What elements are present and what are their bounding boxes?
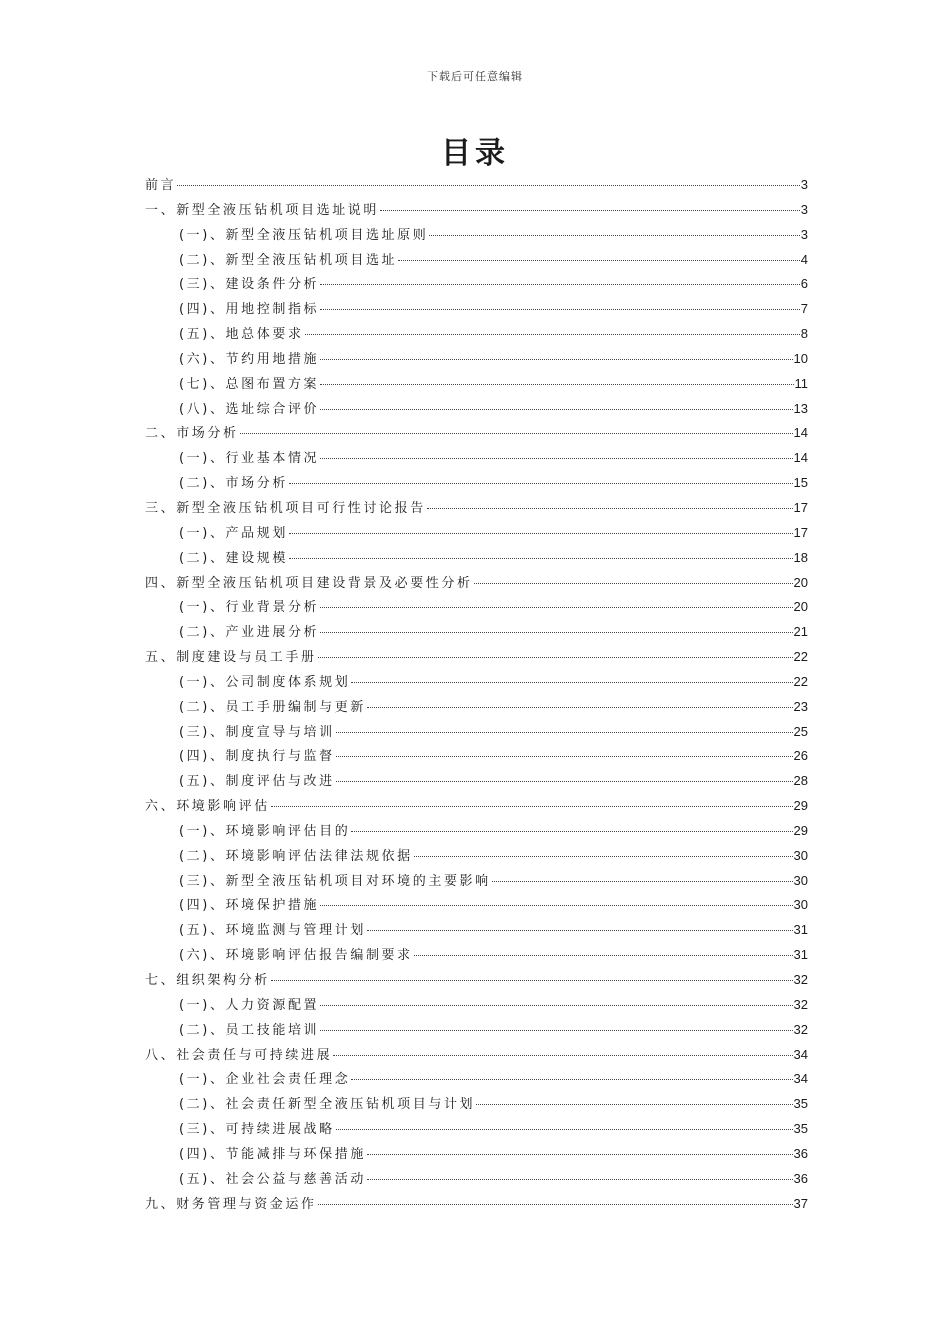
toc-page-number: 10 [793, 350, 808, 366]
toc-entry-text: (三)、可持续进展战略 [179, 1122, 335, 1138]
toc-page-number: 30 [793, 847, 808, 863]
toc-entry-text: (二)、员工手册编制与更新 [179, 699, 366, 715]
toc-entry[interactable] [145, 1044, 808, 1069]
toc-entry-text: (二)、产业进展分析 [179, 625, 320, 641]
toc-page-number: 3 [800, 226, 808, 242]
toc-entry-text: (一)、环境影响评估目的 [179, 823, 351, 839]
toc-subentry[interactable] [145, 447, 808, 472]
toc-subentry[interactable] [145, 621, 808, 646]
toc-subentry[interactable] [145, 273, 808, 298]
toc-subentry[interactable] [145, 348, 808, 373]
toc-entry-text: (一)、公司制度体系规划 [179, 674, 351, 690]
toc-page-number: 37 [793, 1195, 808, 1211]
toc-page-number: 31 [793, 922, 808, 938]
toc-subentry[interactable] [145, 224, 808, 249]
toc-subentry[interactable] [145, 547, 808, 572]
toc-page-number: 26 [793, 748, 808, 764]
toc-entry-text: 七、组织架构分析 [145, 973, 270, 988]
toc-entry-text: (二)、新型全液压钻机项目选址 [179, 252, 398, 268]
toc-entry-text: (一)、行业背景分析 [179, 600, 320, 616]
toc-entry-text: 四、新型全液压钻机项目建设背景及必要性分析 [145, 575, 473, 591]
dot-leader [320, 445, 792, 459]
header-note: 下载后可任意编辑 [427, 70, 523, 83]
dot-leader [367, 917, 793, 931]
toc-entry[interactable] [145, 422, 808, 447]
toc-entry-text: (七)、总图布置方案 [179, 376, 320, 392]
dot-leader [289, 470, 793, 484]
toc-entry[interactable] [145, 174, 808, 199]
dot-leader [476, 1091, 792, 1105]
dot-leader [351, 669, 792, 683]
toc-page-number: 35 [793, 1121, 808, 1137]
toc-page-number: 29 [793, 822, 808, 838]
dot-leader [305, 321, 800, 335]
toc-page-number: 4 [800, 251, 808, 267]
toc-entry[interactable] [145, 795, 808, 820]
toc-page-number: 6 [800, 276, 808, 292]
toc-entry-text: (六)、节约用地措施 [179, 351, 320, 367]
toc-page-number: 32 [793, 1021, 808, 1037]
dot-leader [320, 371, 793, 385]
toc-entry-text: (二)、环境影响评估法律法规依据 [179, 848, 413, 864]
toc-entry-text: 三、新型全液压钻机项目可行性讨论报告 [145, 500, 426, 516]
toc-entry-text: (五)、社会公益与慈善活动 [179, 1171, 366, 1187]
toc-page-number: 22 [793, 649, 808, 665]
dot-leader [427, 495, 793, 509]
toc-page-number: 32 [793, 972, 808, 987]
dot-leader [336, 1116, 793, 1130]
toc-entry[interactable] [145, 199, 808, 224]
table-of-contents [145, 174, 808, 1217]
toc-subentry[interactable] [145, 671, 808, 696]
dot-leader [177, 172, 800, 186]
dot-leader [271, 793, 793, 807]
toc-entry[interactable] [145, 572, 808, 597]
toc-page-number: 7 [800, 301, 808, 317]
dot-leader [320, 992, 792, 1006]
toc-entry-text: (二)、市场分析 [179, 476, 288, 492]
toc-subentry[interactable] [145, 845, 808, 870]
toc-entry-text: (三)、新型全液压钻机项目对环境的主要影响 [179, 873, 491, 889]
dot-leader [351, 1066, 792, 1080]
toc-page-number: 20 [793, 599, 808, 615]
toc-subentry[interactable] [145, 323, 808, 348]
toc-page-number: 32 [793, 996, 808, 1012]
toc-subentry[interactable] [145, 522, 808, 547]
dot-leader [336, 768, 793, 782]
toc-page-number: 21 [793, 624, 808, 640]
toc-entry-text: 九、财务管理与资金运作 [145, 1196, 317, 1212]
dot-leader [289, 545, 793, 559]
toc-subentry[interactable] [145, 894, 808, 919]
toc-subentry[interactable] [145, 721, 808, 746]
page-title: 目录 [441, 136, 509, 171]
dot-leader [333, 1042, 792, 1056]
dot-leader [271, 967, 793, 981]
toc-page-number: 14 [793, 425, 808, 441]
toc-subentry[interactable] [145, 745, 808, 770]
toc-page-number: 11 [794, 375, 808, 391]
toc-subentry[interactable] [145, 944, 808, 969]
toc-entry-text: (五)、制度评估与改进 [179, 774, 335, 790]
toc-page-number: 17 [793, 499, 808, 515]
dot-leader [320, 271, 800, 285]
toc-page-number: 35 [793, 1096, 808, 1112]
toc-entry-text: 前言 [145, 178, 177, 193]
dot-leader [367, 694, 793, 708]
dot-leader [367, 1166, 793, 1180]
toc-entry-text: (二)、建设规模 [179, 550, 288, 566]
toc-entry[interactable] [145, 1193, 808, 1218]
toc-subentry[interactable] [145, 373, 808, 398]
toc-page-number: 29 [793, 798, 808, 814]
toc-page-number: 22 [793, 673, 808, 689]
toc-entry-text: 五、制度建设与员工手册 [145, 650, 317, 666]
dot-leader [320, 346, 792, 360]
toc-page-number: 17 [793, 524, 808, 540]
dot-leader [429, 222, 799, 236]
toc-subentry[interactable] [145, 870, 808, 895]
toc-subentry[interactable] [145, 249, 808, 274]
dot-leader [240, 420, 793, 434]
toc-page-number: 18 [793, 549, 808, 565]
toc-subentry[interactable] [145, 1168, 808, 1193]
toc-subentry[interactable] [145, 1143, 808, 1168]
toc-entry-text: (四)、制度执行与监督 [179, 749, 335, 765]
dot-leader [414, 942, 793, 956]
toc-page-number: 28 [793, 773, 808, 789]
dot-leader [318, 644, 793, 658]
dot-leader [336, 719, 793, 733]
toc-entry-text: 一、新型全液压钻机项目选址说明 [145, 202, 380, 218]
toc-entry-text: (一)、行业基本情况 [179, 451, 320, 467]
toc-page-number: 30 [793, 872, 808, 888]
dot-leader [320, 594, 792, 608]
toc-page-number: 8 [800, 326, 808, 342]
toc-entry-text: 二、市场分析 [145, 426, 239, 442]
toc-subentry[interactable] [145, 820, 808, 845]
toc-page-number: 15 [793, 475, 808, 491]
toc-page-number: 14 [793, 450, 808, 466]
toc-subentry[interactable] [145, 1068, 808, 1093]
toc-entry[interactable] [145, 646, 808, 671]
toc-entry-text: (六)、环境影响评估报告编制要求 [179, 948, 413, 964]
dot-leader [492, 868, 793, 882]
toc-entry-text: 六、环境影响评估 [145, 799, 270, 815]
dot-leader [398, 247, 800, 261]
toc-page-number: 3 [800, 201, 808, 217]
toc-entry-text: 八、社会责任与可持续进展 [145, 1047, 333, 1063]
dot-leader [367, 1141, 793, 1155]
toc-subentry[interactable] [145, 1019, 808, 1044]
toc-page-number: 36 [793, 1170, 808, 1186]
toc-entry-text: (二)、员工技能培训 [179, 1022, 320, 1038]
toc-page-number: 23 [793, 698, 808, 714]
dot-leader [320, 1017, 792, 1031]
dot-leader [318, 1191, 793, 1205]
dot-leader [351, 818, 792, 832]
dot-leader [320, 892, 792, 906]
toc-entry-text: (三)、制度宣导与培训 [179, 724, 335, 740]
dot-leader [289, 520, 793, 534]
toc-entry-text: (一)、产品规划 [179, 525, 288, 541]
toc-page-number: 34 [793, 1046, 808, 1062]
toc-entry-text: (一)、人力资源配置 [179, 997, 320, 1013]
toc-subentry[interactable] [145, 596, 808, 621]
toc-page-number: 31 [793, 947, 808, 963]
toc-entry-text: (四)、节能减排与环保措施 [179, 1146, 366, 1162]
toc-entry-text: (三)、建设条件分析 [179, 277, 320, 293]
toc-page-number: 25 [793, 723, 808, 739]
toc-entry-text: (五)、环境监测与管理计划 [179, 923, 366, 939]
toc-subentry[interactable] [145, 1093, 808, 1118]
dot-leader [474, 570, 793, 584]
toc-subentry[interactable] [145, 298, 808, 323]
toc-entry[interactable] [145, 969, 808, 994]
dot-leader [380, 197, 800, 211]
toc-page-number: 20 [793, 574, 808, 590]
toc-entry-text: (四)、环境保护措施 [179, 898, 320, 914]
toc-subentry[interactable] [145, 696, 808, 721]
toc-entry-text: (五)、地总体要求 [179, 327, 304, 343]
dot-leader [320, 396, 792, 410]
toc-subentry[interactable] [145, 472, 808, 497]
dot-leader [336, 743, 793, 757]
toc-entry[interactable] [145, 497, 808, 522]
toc-entry-text: (八)、选址综合评价 [179, 401, 320, 417]
toc-entry-text: (一)、新型全液压钻机项目选址原则 [179, 227, 429, 243]
toc-page-number: 36 [793, 1145, 808, 1161]
toc-entry-text: (二)、社会责任新型全液压钻机项目与计划 [179, 1097, 476, 1113]
dot-leader [320, 619, 792, 633]
toc-page-number: 30 [793, 897, 808, 913]
toc-entry-text: (四)、用地控制指标 [179, 302, 320, 318]
toc-subentry[interactable] [145, 994, 808, 1019]
toc-subentry[interactable] [145, 919, 808, 944]
toc-page-number: 3 [800, 177, 808, 192]
toc-page-number: 34 [793, 1071, 808, 1087]
toc-subentry[interactable] [145, 398, 808, 423]
toc-page-number: 13 [793, 400, 808, 416]
toc-subentry[interactable] [145, 770, 808, 795]
dot-leader [320, 296, 800, 310]
toc-entry-text: (一)、企业社会责任理念 [179, 1072, 351, 1088]
dot-leader [414, 843, 793, 857]
toc-subentry[interactable] [145, 1118, 808, 1143]
